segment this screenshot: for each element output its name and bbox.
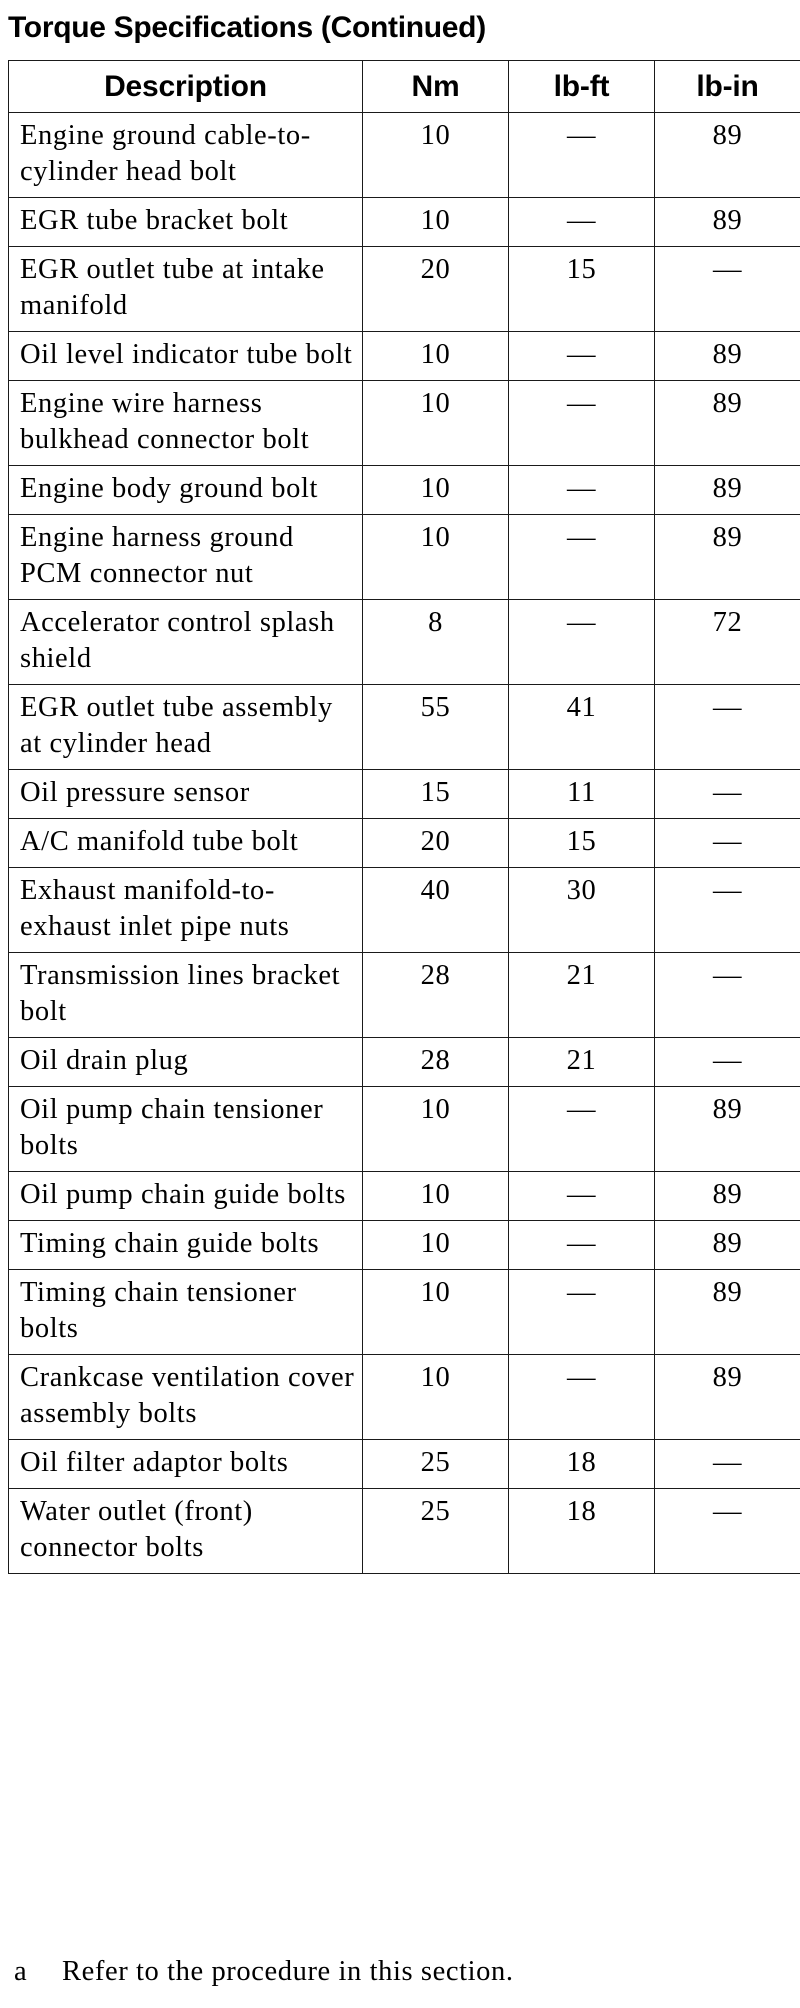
cell-nm: 10 (363, 113, 509, 198)
cell-lbin: — (655, 819, 800, 868)
cell-lbft: — (509, 332, 655, 381)
cell-lbin: — (655, 1038, 800, 1087)
cell-description: Crankcase ventilation cover assembly bolts (9, 1355, 363, 1440)
cell-nm: 20 (363, 247, 509, 332)
cell-description: Engine wire harness bulkhead connector bolt (9, 381, 363, 466)
cell-description: Oil pressure sensor (9, 770, 363, 819)
cell-nm: 10 (363, 1087, 509, 1172)
cell-nm: 20 (363, 819, 509, 868)
page-title: Torque Specifications (Continued) (8, 11, 486, 44)
cell-lbin: — (655, 247, 800, 332)
footnote-marker: a (14, 1956, 28, 1987)
cell-lbin: 89 (655, 1221, 800, 1270)
cell-lbin: 89 (655, 113, 800, 198)
table-row (9, 770, 800, 819)
cell-lbft: — (509, 113, 655, 198)
cell-description: EGR outlet tube at intake manifold (9, 247, 363, 332)
header-lbin: lb-in (655, 61, 800, 113)
table-row (9, 1038, 800, 1087)
table-row (9, 685, 800, 770)
cell-lbin: 89 (655, 198, 800, 247)
table-row (9, 113, 800, 198)
table-row (9, 1087, 800, 1172)
table-header-row (9, 61, 800, 113)
cell-nm: 25 (363, 1440, 509, 1489)
table-row (9, 1221, 800, 1270)
table-row (9, 1440, 800, 1489)
cell-description: Timing chain guide bolts (9, 1221, 363, 1270)
cell-lbft: — (509, 1270, 655, 1355)
cell-lbin: 89 (655, 381, 800, 466)
cell-lbft: — (509, 1172, 655, 1221)
torque-spec-table (8, 60, 800, 1574)
table-row (9, 381, 800, 466)
cell-nm: 55 (363, 685, 509, 770)
cell-lbin: — (655, 1489, 800, 1574)
header-lbft: lb-ft (509, 61, 655, 113)
cell-lbft: 18 (509, 1440, 655, 1489)
cell-description: Oil level indicator tube bolt (9, 332, 363, 381)
cell-lbft: — (509, 466, 655, 515)
cell-lbin: 89 (655, 1355, 800, 1440)
table-row (9, 868, 800, 953)
cell-nm: 10 (363, 1270, 509, 1355)
cell-description: Timing chain tensioner bolts (9, 1270, 363, 1355)
cell-lbft: 18 (509, 1489, 655, 1574)
table-row (9, 819, 800, 868)
table-row (9, 247, 800, 332)
cell-lbft: — (509, 1087, 655, 1172)
cell-description: Engine ground cable-to-cylinder head bolt (9, 113, 363, 198)
cell-lbin: 89 (655, 332, 800, 381)
cell-lbft: 11 (509, 770, 655, 819)
table-body (9, 113, 800, 1574)
cell-description: Oil pump chain tensioner bolts (9, 1087, 363, 1172)
table-row (9, 953, 800, 1038)
cell-nm: 25 (363, 1489, 509, 1574)
cell-description: A/C manifold tube bolt (9, 819, 363, 868)
cell-description: Oil drain plug (9, 1038, 363, 1087)
cell-lbin: — (655, 1440, 800, 1489)
cell-nm: 10 (363, 1172, 509, 1221)
cell-lbft: — (509, 1221, 655, 1270)
cell-nm: 10 (363, 332, 509, 381)
cell-lbin: 89 (655, 1270, 800, 1355)
cell-description: Water outlet (front) connector bolts (9, 1489, 363, 1574)
cell-description: Transmission lines bracket bolt (9, 953, 363, 1038)
cell-lbin: 89 (655, 1087, 800, 1172)
cell-lbft: 15 (509, 819, 655, 868)
table-row (9, 332, 800, 381)
table-row (9, 600, 800, 685)
cell-description: Engine body ground bolt (9, 466, 363, 515)
cell-lbin: 89 (655, 1172, 800, 1221)
cell-lbin: — (655, 770, 800, 819)
table-row (9, 1270, 800, 1355)
cell-lbin: 89 (655, 515, 800, 600)
table-row (9, 1172, 800, 1221)
cell-lbft: — (509, 381, 655, 466)
cell-lbft: 21 (509, 953, 655, 1038)
cell-lbft: 41 (509, 685, 655, 770)
cell-description: Oil pump chain guide bolts (9, 1172, 363, 1221)
cell-lbft: — (509, 515, 655, 600)
cell-nm: 10 (363, 515, 509, 600)
cell-lbin: 89 (655, 466, 800, 515)
footnote (14, 1954, 514, 1990)
cell-nm: 10 (363, 1221, 509, 1270)
cell-nm: 28 (363, 953, 509, 1038)
cell-lbft: 21 (509, 1038, 655, 1087)
cell-lbft: 30 (509, 868, 655, 953)
cell-description: Oil filter adaptor bolts (9, 1440, 363, 1489)
cell-description: Engine harness ground PCM connector nut (9, 515, 363, 600)
cell-lbft: — (509, 1355, 655, 1440)
table-row (9, 1355, 800, 1440)
cell-description: Exhaust manifold-to-exhaust inlet pipe nuts (9, 868, 363, 953)
header-nm: Nm (363, 61, 509, 113)
cell-nm: 10 (363, 198, 509, 247)
table-row (9, 466, 800, 515)
table-row (9, 515, 800, 600)
cell-lbft: — (509, 198, 655, 247)
cell-nm: 15 (363, 770, 509, 819)
cell-lbin: 72 (655, 600, 800, 685)
cell-description: EGR tube bracket bolt (9, 198, 363, 247)
cell-lbin: — (655, 685, 800, 770)
cell-lbft: 15 (509, 247, 655, 332)
cell-nm: 10 (363, 466, 509, 515)
table-row (9, 1489, 800, 1574)
cell-lbin: — (655, 953, 800, 1038)
cell-description: Accelerator control splash shield (9, 600, 363, 685)
cell-nm: 10 (363, 381, 509, 466)
header-description: Description (9, 61, 363, 113)
cell-nm: 8 (363, 600, 509, 685)
cell-lbft: — (509, 600, 655, 685)
cell-nm: 40 (363, 868, 509, 953)
footnote-text: Refer to the procedure in this section. (62, 1956, 514, 1987)
cell-description: EGR outlet tube assembly at cylinder head (9, 685, 363, 770)
cell-nm: 28 (363, 1038, 509, 1087)
cell-nm: 10 (363, 1355, 509, 1440)
cell-lbin: — (655, 868, 800, 953)
table-row (9, 198, 800, 247)
